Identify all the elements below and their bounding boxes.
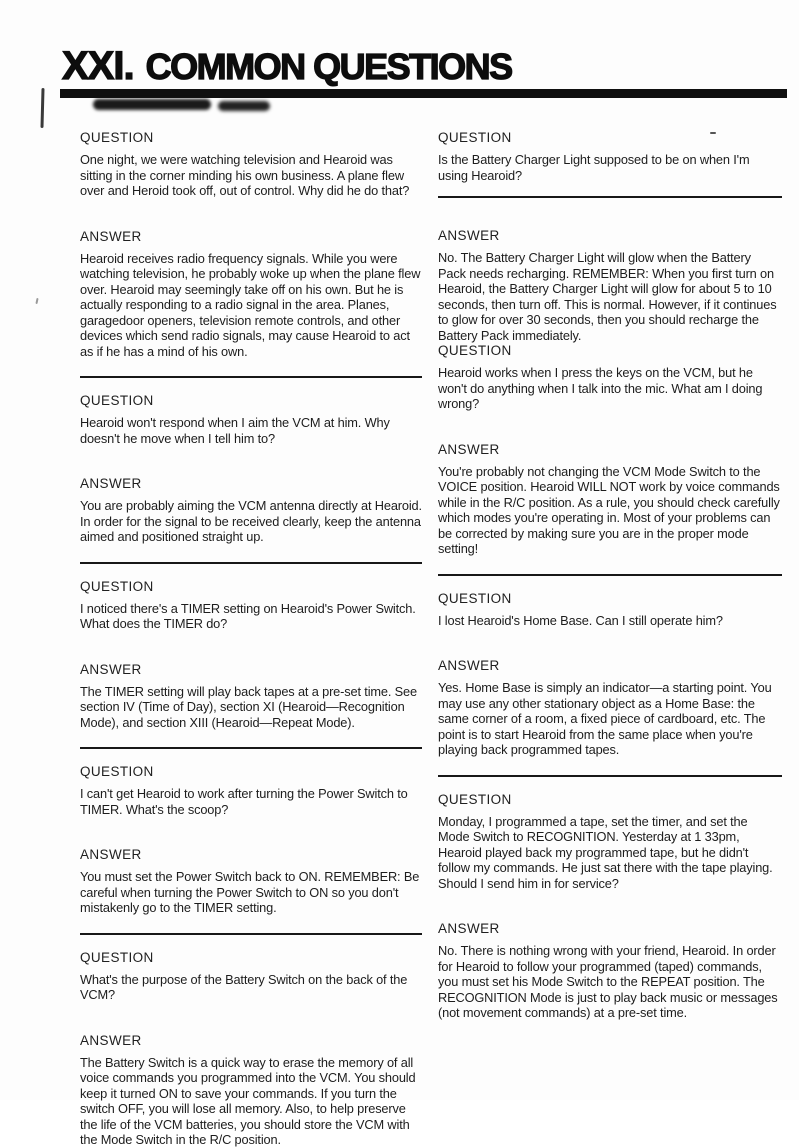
answer-text: The TIMER setting will play back tapes at a pre-set time. See section IV (Time of Day), section XI (Hearoid—Recognition Mode), and section XIII (Hearoid—Repeat Mode). bbox=[80, 683, 417, 730]
section-divider bbox=[438, 574, 782, 576]
question-label: QUESTION bbox=[80, 130, 154, 145]
answer-text: Hearoid receives radio frequency signals. While you were watching television, he probably woke up when the plane flew over. Hearoid may seemingly take off on his own. But he is actually responding to a radio signal in the area. Planes, garagedoor openers, television remote controls, and other devices which send radio signals, may cause Hearoid to act as if he has a mind of his own. bbox=[80, 250, 421, 359]
answer-text: No. The Battery Charger Light will glow when the Battery Pack needs recharging. REMEMBER: When you first turn on Hearoid, the Battery Charger Light will glow for about 5 to 10 seconds, then turn off. This is normal. However, if it continues to glow for over 30 seconds, then you should recharge the Battery Pack immediately. bbox=[438, 250, 777, 343]
answer-text: You're probably not changing the VCM Mode Switch to the VOICE position. Hearoid WILL NOT work by voice commands while in the R/C position. As a rule, you should check carefully which modes you're operating in. Most of your problems can be corrected by making sure you are in the proper mode setting! bbox=[438, 463, 780, 556]
answer-label: ANSWER bbox=[438, 228, 500, 243]
scan-scratch-artifact bbox=[40, 88, 44, 128]
question-text: What's the purpose of the Battery Switch on the back of the VCM? bbox=[80, 971, 408, 1002]
answer-label: ANSWER bbox=[80, 847, 142, 862]
answer-label: ANSWER bbox=[80, 1032, 142, 1048]
answer-label: ANSWER bbox=[80, 661, 142, 677]
question-label: QUESTION bbox=[80, 393, 154, 408]
answer-text: You must set the Power Switch back to ON. REMEMBER: Be careful when turning the Power Switch to ON so you don't mistakenly go to the TIMER setting. bbox=[80, 869, 420, 915]
question-text: I can't get Hearoid to work after turning the Power Switch to TIMER. What's the scoop? bbox=[80, 786, 408, 817]
question-text: Monday, I programmed a tape, set the timer, and set the Mode Switch to RECOGNITION. Yesterday at 1 33pm, Hearoid played back my programmed tape, but he didn't follow my commands. He just sat there with the tape playing. Should I send him in for service? bbox=[438, 813, 773, 891]
answer-label: ANSWER bbox=[80, 476, 142, 491]
answer-text: You are probably aiming the VCM antenna directly at Hearoid. In order for the signal to be received clearly, keep the antenna aimed and positioned straight up. bbox=[80, 498, 422, 544]
question-label: QUESTION bbox=[80, 764, 154, 779]
answer-text: No. There is nothing wrong with your friend, Hearoid. In order for Hearoid to follow your programmed (taped) commands, you must set his Mode Switch to the REPEAT position. The RECOGNITION Mode is just to play back music or messages (not movement commands) at a pre-set time. bbox=[438, 943, 778, 1020]
qa-item bbox=[438, 130, 782, 343]
qa-item bbox=[438, 792, 782, 1021]
page-title bbox=[62, 44, 512, 89]
section-divider bbox=[80, 562, 422, 564]
question-text: One night, we were watching television and Hearoid was sitting in the corner minding his own business. A plane flew over and Heroid took off, out of control. Why did he do that? bbox=[80, 152, 410, 198]
question-text: Hearoid won't respond when I aim the VCM at him. Why doesn't he move when I tell him to? bbox=[80, 415, 390, 446]
left-column bbox=[80, 130, 422, 1148]
question-label: QUESTION bbox=[438, 343, 512, 358]
qa-item bbox=[80, 130, 422, 378]
title-rule bbox=[60, 89, 787, 98]
question-label: QUESTION bbox=[438, 590, 512, 606]
question-text: Is the Battery Charger Light supposed to be on when I'm using Hearoid? bbox=[438, 152, 750, 183]
right-column bbox=[438, 130, 782, 1021]
question-label: QUESTION bbox=[80, 949, 154, 965]
question-label: QUESTION bbox=[80, 578, 154, 594]
answer-text: The Battery Switch is a quick way to erase the memory of all voice commands you programmed into the VCM. You should keep it turned ON to save your commands. If you turn the switch OFF, you will lose all memory. Also, to help preserve the life of the VCM batteries, you should store the VCM with the Mode Switch in the R/C position. bbox=[80, 1054, 416, 1147]
qa-item bbox=[438, 343, 782, 576]
answer-label: ANSWER bbox=[438, 441, 500, 457]
section-divider bbox=[80, 933, 422, 935]
question-text: I lost Hearoid's Home Base. Can I still operate him? bbox=[438, 612, 723, 628]
section-divider bbox=[438, 196, 782, 198]
question-label: QUESTION bbox=[438, 130, 512, 145]
question-text: Hearoid works when I press the keys on the VCM, but he won't do anything when I talk into the mic. What am I doing wrong? bbox=[438, 365, 763, 411]
section-title: COMMON QUESTIONS bbox=[145, 46, 512, 87]
answer-label: ANSWER bbox=[438, 921, 500, 936]
qa-item bbox=[438, 591, 782, 777]
section-divider bbox=[80, 747, 422, 749]
section-divider bbox=[80, 376, 422, 378]
scan-tick-artifact bbox=[35, 298, 38, 304]
answer-text: Yes. Home Base is simply an indicator—a starting point. You may use any other stationary object as a Home Base: the same corner of a room, a fixed piece of cardboard, etc. The point is to start Hearoid from the same place when you're playing back programmed tapes. bbox=[438, 680, 772, 757]
section-divider bbox=[438, 775, 782, 777]
answer-label: ANSWER bbox=[438, 658, 500, 673]
question-label: QUESTION bbox=[438, 791, 512, 807]
qa-item bbox=[80, 950, 422, 1148]
print-smudge-artifact bbox=[218, 101, 270, 111]
qa-item bbox=[80, 764, 422, 935]
print-smudge-artifact bbox=[93, 99, 211, 110]
question-text: I noticed there's a TIMER setting on Hearoid's Power Switch. What does the TIMER do? bbox=[80, 600, 416, 631]
answer-label: ANSWER bbox=[80, 228, 142, 244]
qa-item bbox=[80, 579, 422, 750]
qa-item bbox=[80, 393, 422, 564]
section-numeral: XXI. bbox=[62, 44, 134, 88]
